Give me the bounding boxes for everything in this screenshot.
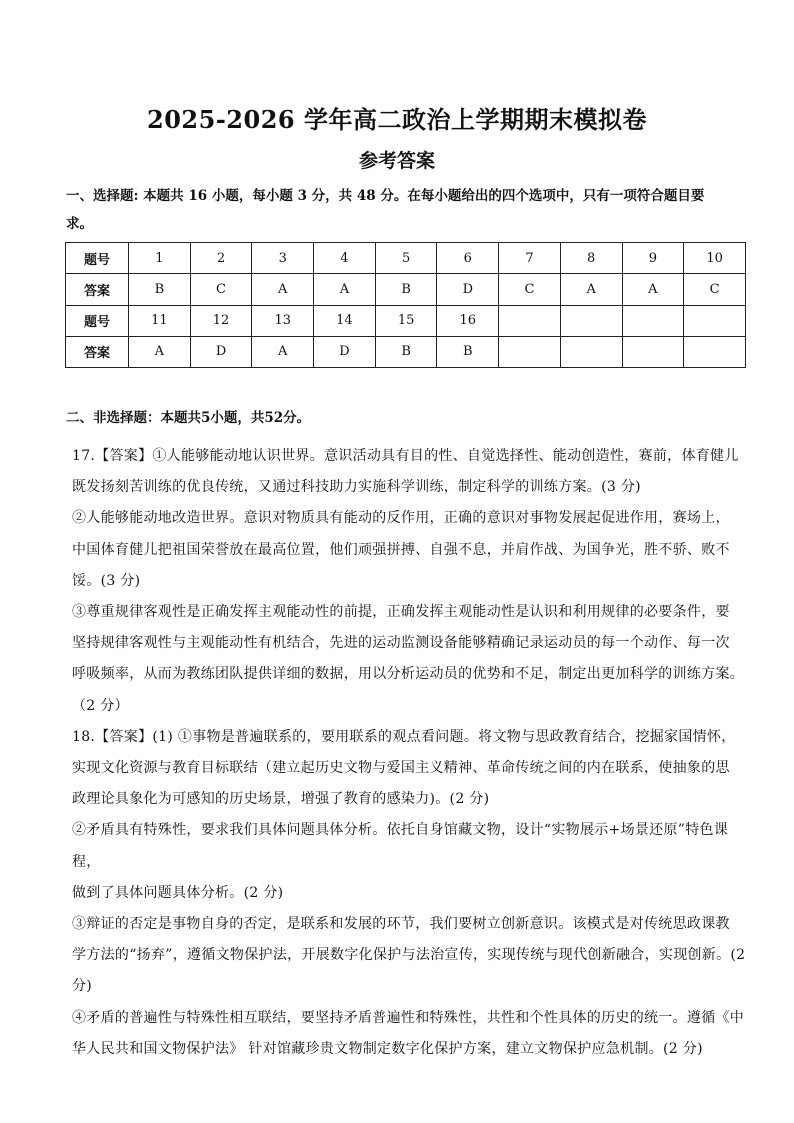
answer-cell: A: [252, 336, 314, 367]
answer-line: 18.【答案】(1) ①事物是普遍联系的，要用联系的观点看问题。将文物与思政教育结合，挖掘家国情怀，: [72, 728, 736, 745]
answer-line: 政理论具象化为可感知的历史场景，增强了教育的感染力)。(2 分): [72, 791, 490, 808]
answer-cell: A: [560, 274, 622, 305]
question-number: 16: [437, 305, 499, 336]
empty-cell: [622, 305, 684, 336]
answer-line: （2 分）: [72, 697, 129, 714]
answer-line: ④矛盾的普遍性与特殊性相互联结，要坚持矛盾普遍性和特殊性，共性和个性具体的历史的统一。遵循《中: [72, 1009, 745, 1026]
answer-cell: A: [129, 336, 191, 367]
question-number: 2: [190, 243, 252, 274]
answer-line: 做到了具体问题具体分析。(2 分): [72, 884, 284, 901]
answer-line: ③尊重规律客观性是正确发挥主观能动性的前提，正确发挥主观能动性是认识和利用规律的必要条件，要: [72, 604, 730, 621]
question-number: 12: [190, 305, 252, 336]
row-label: 题号: [66, 305, 129, 336]
answer-line: 分): [72, 978, 93, 995]
answer-cell: C: [684, 274, 746, 305]
answer-cell: C: [190, 274, 252, 305]
question-number: 10: [684, 243, 746, 274]
row-label: 答案: [66, 336, 129, 367]
section-one-heading: [66, 182, 736, 238]
question-number: 9: [622, 243, 684, 274]
empty-cell: [622, 336, 684, 367]
answer-line: 坚持规律客观性与主观能动性有机结合，先进的运动监测设备能够精确记录运动员的每一个动作、每一次: [72, 635, 730, 652]
question-number: 15: [375, 305, 437, 336]
question-number: 11: [129, 305, 191, 336]
answer-cell: A: [622, 274, 684, 305]
question-number: 3: [252, 243, 314, 274]
section-one-line: 求。: [66, 216, 93, 232]
empty-cell: [499, 305, 561, 336]
answer-line: 实现文化资源与教育目标联结（建立起历史文物与爱国主义精神、革命传统之间的内在联系，使抽象的思: [72, 760, 730, 777]
empty-cell: [684, 336, 746, 367]
answer-body: [72, 441, 748, 1065]
answer-cell: D: [190, 336, 252, 367]
question-number: 6: [437, 243, 499, 274]
answer-line: 既发扬刻苦训练的优良传统，又通过科技助力实施科学训练，制定科学的训练方案。(3 分): [72, 479, 641, 496]
row-label: 题号: [66, 243, 129, 274]
answer-cell: B: [437, 336, 499, 367]
answer-line: 中国体育健儿把祖国荣誉放在最高位置，他们顽强拼搏、自强不息，并肩作战、为国争光，胜不骄、败不: [72, 541, 730, 558]
empty-cell: [499, 336, 561, 367]
answer-cell: D: [437, 274, 499, 305]
table-row: [66, 274, 746, 305]
answer-line: ②矛盾具有特殊性，要求我们具体问题具体分析。依托自身馆藏文物，设计“实物展示+场景还原”特色课程，: [72, 822, 729, 870]
empty-cell: [560, 305, 622, 336]
answer-table: [65, 242, 746, 368]
answer-line: 17.【答案】①人能够能动地认识世界。意识活动具有目的性、自觉选择性、能动创造性，赛前，体育健儿: [72, 448, 739, 464]
table-row: [66, 336, 746, 367]
answer-line: ②人能够能动地改造世界。意识对物质具有能动的反作用，正确的意识对事物发展起促进作用，赛场上，: [72, 510, 730, 527]
section-two-heading: 二、非选择题：本题共5小题，共52分。: [66, 410, 311, 426]
answer-line: 华人民共和国文物保护法》 针对馆藏珍贵文物制定数字化保护方案，建立文物保护应急机制。(2 分): [72, 1040, 703, 1057]
answer-line: 学方法的“扬弃”，遵循文物保护法，开展数字化保护与法治宣传，实现传统与现代创新融合，实现创新。(2: [72, 947, 746, 964]
answer-cell: A: [314, 274, 376, 305]
row-label: 答案: [66, 274, 129, 305]
page-subtitle: 参考答案: [358, 150, 435, 172]
answer-line: ③辩证的否定是事物自身的否定，是联系和发展的环节，我们要树立创新意识。该模式是对传统思政课教: [72, 916, 730, 933]
answer-cell: B: [375, 274, 437, 305]
answer-cell: A: [252, 274, 314, 305]
section-one-line: 一、选择题: 本题共 16 小题，每小题 3 分，共 48 分。在每小题给出的四个选项中，只有一项符合题目要: [66, 188, 705, 204]
question-number: 5: [375, 243, 437, 274]
page-title: 2025-2026 学年高二政治上学期期末模拟卷: [147, 105, 647, 134]
table-row: [66, 305, 746, 336]
question-number: 13: [252, 305, 314, 336]
empty-cell: [684, 305, 746, 336]
answer-cell: B: [129, 274, 191, 305]
question-number: 4: [314, 243, 376, 274]
table-row: [66, 243, 746, 274]
question-number: 8: [560, 243, 622, 274]
answer-cell: D: [314, 336, 376, 367]
question-number: 14: [314, 305, 376, 336]
answer-cell: C: [499, 274, 561, 305]
empty-cell: [560, 336, 622, 367]
answer-line: 呼吸频率，从而为教练团队提供详细的数据，用以分析运动员的优势和不足，制定出更加科学的训练方案。: [72, 666, 745, 683]
question-number: 1: [129, 243, 191, 274]
question-number: 7: [499, 243, 561, 274]
answer-cell: B: [375, 336, 437, 367]
answer-line: 馁。(3 分): [72, 572, 141, 589]
